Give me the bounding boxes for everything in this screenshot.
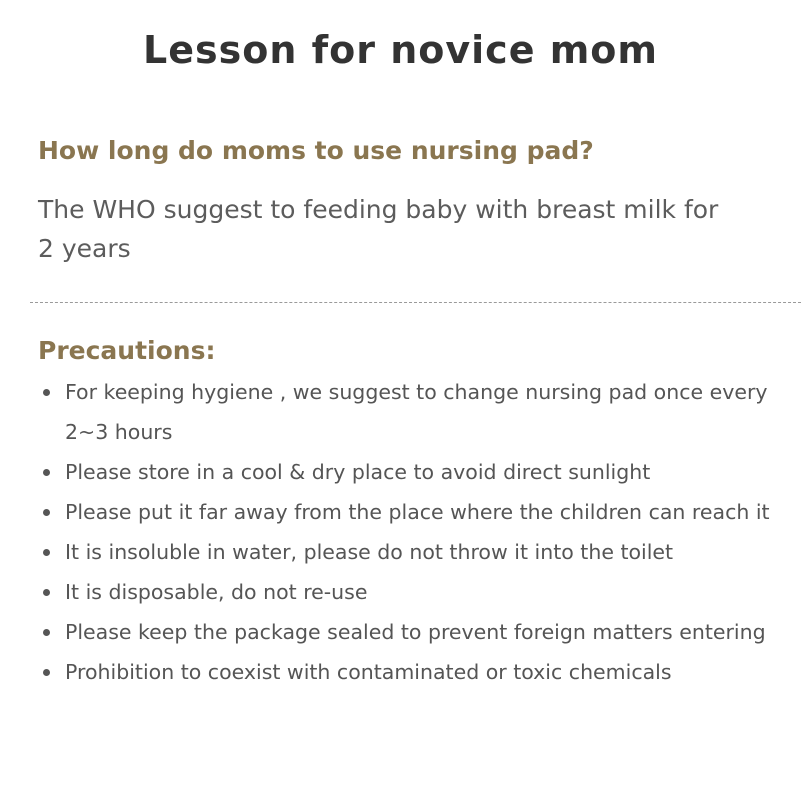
bullet-icon [43, 509, 50, 516]
bullet-icon [43, 389, 50, 396]
precaution-item [38, 652, 778, 692]
dashed-divider [30, 302, 801, 303]
precaution-item [38, 372, 778, 452]
precaution-text: Prohibition to coexist with contaminated or toxic chemicals [65, 660, 672, 684]
precautions-heading: Precautions: [38, 336, 216, 365]
bullet-icon [43, 589, 50, 596]
precaution-item [38, 612, 778, 652]
precaution-item [38, 532, 778, 572]
precaution-text: It is insoluble in water, please do not throw it into the toilet [65, 540, 674, 564]
bullet-icon [43, 469, 50, 476]
precaution-text: For keeping hygiene , we suggest to change nursing pad once every 2~3 hours [65, 380, 768, 444]
precaution-text: Please put it far away from the place where the children can reach it [65, 500, 770, 524]
precaution-item [38, 452, 778, 492]
faq-answer: The WHO suggest to feeding baby with breast milk for 2 years [38, 195, 719, 263]
faq-question: How long do moms to use nursing pad? [38, 136, 594, 165]
precaution-text: Please store in a cool & dry place to avoid direct sunlight [65, 460, 651, 484]
page-title: Lesson for novice mom [143, 28, 658, 72]
bullet-icon [43, 669, 50, 676]
precaution-item [38, 572, 778, 612]
precautions-list [38, 372, 778, 692]
bullet-icon [43, 549, 50, 556]
bullet-icon [43, 629, 50, 636]
precaution-text: It is disposable, do not re-use [65, 580, 368, 604]
precaution-item [38, 492, 778, 532]
precaution-text: Please keep the package sealed to prevent foreign matters entering [65, 620, 766, 644]
